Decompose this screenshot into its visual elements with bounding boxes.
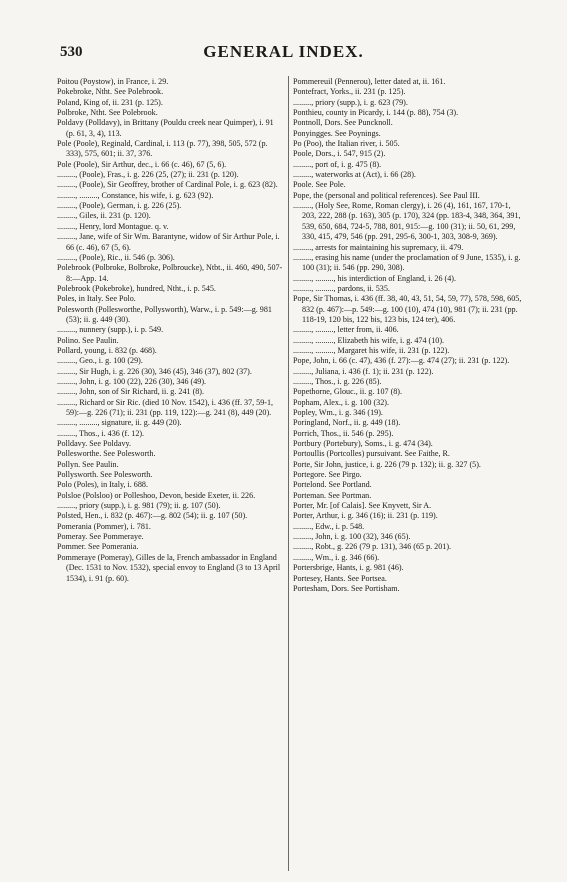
index-entry: Poole. See Pole. bbox=[293, 180, 346, 190]
index-entry: Pollyn. See Paulin. bbox=[57, 459, 119, 469]
left-index-column bbox=[57, 77, 283, 584]
index-entry: Ponthieu, county in Picardy, i. 144 (p. 88), 754 (3). bbox=[293, 108, 459, 118]
index-entry: Ponyingges. See Poynings. bbox=[293, 128, 381, 138]
index-entry: ........., (Poole), Ric., ii. 546 (p. 306). bbox=[57, 252, 175, 262]
page-title: GENERAL INDEX. bbox=[203, 42, 364, 61]
index-entry: Pole (Poole), Sir Arthur, dec., i. 66 (c. 46), 67 (5, 6). bbox=[57, 159, 227, 169]
index-entry: Polbroke, Ntht. See Polebrook. bbox=[57, 108, 158, 118]
index-entry: Pope, Sir Thomas, i. 436 (ff. 38, 40, 43, 51, 54, 59, 77), 578, 598, 605, 832 (p. 467):—p. 549:—g. 100 (10), 474 (10), 981 (7); ii. 231 (pp. 118-19, 120 bis, 122 bis, 123 bis, 124 ter), 406. bbox=[293, 294, 522, 324]
index-entry: Pontnoll, Dors. See Puncknoll. bbox=[293, 118, 393, 128]
index-entry: ........., ........., letter from, ii. 406. bbox=[293, 325, 399, 335]
index-entry: Portelond. See Portland. bbox=[293, 480, 372, 490]
index-entry: ........., (Poole), Fras., i. g. 226 (25, (27); ii. 231 (p. 120). bbox=[57, 170, 239, 180]
index-entry: ........., Wm., i. g. 346 (66). bbox=[293, 552, 380, 562]
index-entry: Pollysworth. See Polesworth. bbox=[57, 470, 153, 480]
index-entry: ........., ........., signature, ii. g. 449 (20). bbox=[57, 418, 182, 428]
index-entry: Polesworth (Pollesworthe, Pollysworth), Warw., i. p. 549:—g. 981 (53); ii. g. 449 (30). bbox=[57, 304, 272, 324]
index-entry: ........., (Poole), German, i. g. 226 (25). bbox=[57, 201, 182, 211]
index-entry: ........., nunnery (supp.), i. p. 549. bbox=[57, 325, 164, 335]
index-entry: Pollard, young, i. 832 (p. 468). bbox=[57, 345, 157, 355]
index-entry: Portoullis (Portcolles) pursuivant. See Faithe, R. bbox=[293, 449, 450, 459]
index-entry: ........., port of, i. g. 475 (8). bbox=[293, 159, 382, 169]
index-entry: ........., Giles, ii. 231 (p. 120). bbox=[57, 211, 151, 221]
index-entry: Popley, Wm., i. g. 346 (19). bbox=[293, 408, 383, 417]
index-entry: Poland, King of, ii. 231 (p. 125). bbox=[57, 97, 163, 107]
index-entry: ........., ........., Margaret his wife, ii. 231 (p. 122). bbox=[293, 345, 450, 355]
index-entry: Polebrook (Pokebroke), hundred, Ntht., i. p. 545. bbox=[57, 283, 216, 293]
index-entry: ........., (Poole), Sir Geoffrey, brother of Cardinal Pole, i. g. 623 (82). bbox=[57, 180, 278, 190]
index-entry: ........., Robt., g. 226 (79 p. 131), 346 (65 p. 201). bbox=[293, 542, 452, 552]
index-entry: ........., Thos., i. 436 (f. 12). bbox=[57, 428, 145, 438]
index-entry: Polino. See Paulin. bbox=[57, 335, 119, 345]
index-entry: ........., waterworks at (Act), i. 66 (28). bbox=[293, 170, 416, 180]
index-entry: ........., ........., his interdiction of England, i. 26 (4). bbox=[293, 273, 456, 283]
page-number: 530 bbox=[60, 44, 83, 60]
index-entry: Pope, the (personal and political references). See Paul III. bbox=[293, 190, 480, 200]
index-entry: ........., Richard or Sir Ric. (died 10 Nov. 1542), i. 436 (ff. 37, 59-1, 59):—g. 226 (71); ii. 231 (pp. 119, 122):—g. 241 (8), 449 (20). bbox=[57, 397, 274, 417]
index-entry: Pole (Poole), Reginald, Cardinal, i. 113 (p. 77), 398, 505, 572 (p. 333), 575, 601; ii. 37, 376. bbox=[57, 139, 268, 159]
index-entry: ........., John, i. g. 100 (22), 226 (30), 346 (49). bbox=[57, 376, 207, 386]
index-entry: ........., ........., pardons, ii. 535. bbox=[293, 283, 390, 293]
index-entry: Porrich, Thos., ii. 546 (p. 295). bbox=[293, 428, 394, 438]
index-entry: ........., erasing his name (under the proclamation of 9 June, 1535), i. g. 100 (31); ii. 546 (pp. 290, 308). bbox=[293, 252, 521, 273]
index-entry: Polsloe (Polsloo) or Polleshoo, Devon, beside Exeter, ii. 226. bbox=[57, 490, 256, 500]
index-entry: Pommereuil (Pennerou), letter dated at, ii. 161. bbox=[293, 77, 446, 86]
index-entry: Portesey, Hants. See Portsea. bbox=[293, 573, 387, 583]
index-entry: ........., (Holy See, Rome, Roman clergy), i. 26 (4), 161, 167, 170-1, 203, 222, 288 (p. 163), 305 (p. 170), 324 (pp. 183-4, 348, 364, 391, 539, 650, 684, 724-5, 788, 801, 915:—g. 100 (31); ii. 50, 61, 299, 330, 415, 479, 546 (pp. 291, 295-6, 300-1, 303, 308-9, 369). bbox=[293, 201, 521, 242]
index-entry: Pommer. See Pomerania. bbox=[57, 542, 139, 552]
index-entry: Portegore. See Pirgo. bbox=[293, 470, 362, 480]
index-entry: ........., John, son of Sir Richard, ii. g. 241 (8). bbox=[57, 387, 205, 397]
index-entry: Pomerania (Pommer), i. 781. bbox=[57, 521, 151, 531]
index-entry: Porte, Sir John, justice, i. g. 226 (79 p. 132); ii. g. 327 (5). bbox=[293, 459, 481, 469]
index-entry: ........., priory (supp.), i. g. 981 (79); ii. g. 107 (50). bbox=[57, 501, 221, 511]
index-entry: Polo (Poles), in Italy, i. 688. bbox=[57, 480, 148, 490]
index-entry: Poringland, Norf., ii. g. 449 (18). bbox=[293, 418, 401, 428]
index-entry: Polsted, Hen., i. 832 (p. 467):—g. 802 (54); ii. g. 107 (50). bbox=[57, 511, 248, 521]
index-entry: ........., Jane, wife of Sir Wm. Barantyne, widow of Sir Arthur Pole, i. 66 (c. 46), 67 (5, 6). bbox=[57, 232, 280, 252]
index-entry: ........., Sir Hugh, i. g. 226 (30), 346 (45), 346 (37), 802 (37). bbox=[57, 366, 252, 376]
index-entry: Pollesworthe. See Polesworth. bbox=[57, 449, 156, 459]
index-entry: Portesham, Dors. See Portisham. bbox=[293, 583, 400, 593]
index-entry: ........., ........., Constance, his wife, i. g. 623 (92). bbox=[57, 190, 214, 200]
right-index-column bbox=[293, 77, 525, 594]
index-entry: ........., Juliana, i. 436 (f. 1); ii. 231 (p. 122). bbox=[293, 366, 434, 376]
index-entry: Portbury (Portebury), Soms., i. g. 474 (34). bbox=[293, 439, 433, 449]
index-entry: Poitou (Poystow), in France, i. 29. bbox=[57, 77, 169, 86]
index-entry: Poldavy (Polldavy), in Brittany (Pouldu creek near Quimper), i. 91 (p. 61, 3, 4), 113. bbox=[57, 118, 274, 138]
index-entry: Porteman. See Portman. bbox=[293, 490, 372, 500]
index-entry: Poles, in Italy. See Polo. bbox=[57, 294, 136, 304]
index-entry: Pope, John, i. 66 (c. 47), 436 (f. 27):—g. 474 (27); ii. 231 (p. 122). bbox=[293, 356, 510, 366]
index-entry: Pomeray. See Pommeraye. bbox=[57, 532, 144, 542]
index-entry: ........., Geo., i. g. 100 (29). bbox=[57, 356, 143, 366]
index-entry: Pommeraye (Pomeray), Gilles de la, French ambassador in England (Dec. 1531 to Nov. 1532), special envoy to England (3 to 13 April 1534), i. 91 (p. 60). bbox=[57, 552, 281, 583]
index-entry: Polebrook (Polbroke, Bolbroke, Polbroucke), Ntbt., ii. 460, 490, 507-8:—App. 14. bbox=[57, 263, 283, 283]
index-entry: Popham, Alex., i. g. 100 (32). bbox=[293, 397, 389, 407]
index-entry: ........., Edw., i. p. 548. bbox=[293, 521, 365, 531]
index-entry: Popethorne, Glouc., ii. g. 107 (8). bbox=[293, 387, 403, 397]
index-entry: Pontefract, Yorks., ii. 231 (p. 125). bbox=[293, 87, 406, 97]
column-divider bbox=[288, 76, 289, 871]
index-entry: Po (Poo), the Italian river, i. 505. bbox=[293, 139, 400, 149]
index-entry: ........., John, i. g. 100 (32), 346 (65). bbox=[293, 532, 411, 542]
index-entry: ........., Henry, lord Montague. q. v. bbox=[57, 221, 169, 231]
index-entry: Portersbrige, Hants, i. g. 981 (46). bbox=[293, 563, 404, 573]
index-entry: ........., ........., Elizabeth his wife, i. g. 474 (10). bbox=[293, 335, 445, 345]
index-entry: Polldavy. See Poldavy. bbox=[57, 439, 132, 449]
index-entry: ........., priory (supp.), i. g. 623 (79). bbox=[293, 97, 408, 107]
index-entry: Poole, Dors., i. 547, 915 (2). bbox=[293, 149, 386, 159]
index-entry: ........., arrests for maintaining his supremacy, ii. 479. bbox=[293, 242, 464, 252]
index-entry: ........., Thos., i. g. 226 (85). bbox=[293, 376, 382, 386]
index-entry: Pokebroke, Ntht. See Polebrook. bbox=[57, 87, 164, 97]
index-entry: Porter, Mr. [of Calais]. See Knyvett, Sir A. bbox=[293, 501, 432, 511]
index-entry: Porter, Arthur, i. g. 346 (16); ii. 231 (p. 119). bbox=[293, 511, 438, 521]
